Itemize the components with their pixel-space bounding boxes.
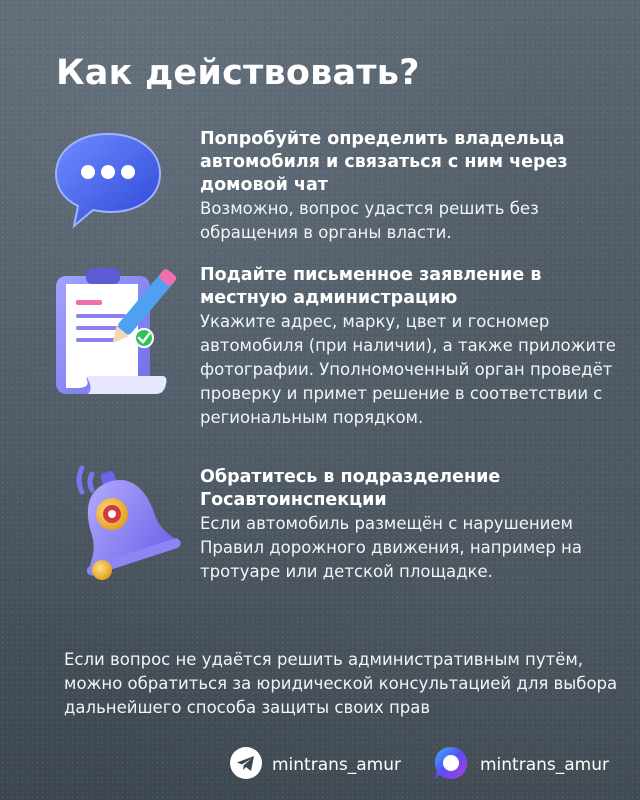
step-heading: Обратитесь в подразделение Госавтоинспекции — [200, 467, 501, 510]
max-messenger-icon — [432, 744, 470, 786]
step-body: Если автомобиль размещён с нарушением Правил дорожного движения, например на тротуаре или детской площадке. — [200, 514, 582, 581]
step-text — [200, 264, 620, 430]
step-text — [200, 466, 620, 584]
footer-note: Если вопрос не удаётся решить административным путём, можно обратиться за юридической консультацией для выбора дальнейшего способа защиты своих прав — [64, 650, 618, 717]
step-body: Укажите адрес, марку, цвет и госномер автомобиля (при наличии), а также приложите фотографии. Уполномоченный орган проведёт проверку и примет решение в соответствии с региональным порядком. — [200, 312, 616, 427]
clipboard-pen-icon — [52, 264, 182, 408]
social-handle: mintrans_amur — [272, 755, 402, 775]
social-max[interactable] — [432, 748, 609, 782]
page-title: Как действовать? — [56, 53, 420, 93]
social-handle: mintrans_amur — [480, 755, 610, 775]
bell-emblem-icon — [56, 458, 186, 592]
step-body: Возможно, вопрос удастся решить без обращения в органы власти. — [200, 199, 539, 242]
social-telegram[interactable] — [230, 748, 401, 782]
step-heading: Попробуйте определить владельца автомобиля и связаться с ним через домовой чат — [200, 129, 568, 195]
step-text — [200, 128, 620, 245]
chat-bubble-icon — [48, 128, 168, 242]
step-heading: Подайте письменное заявление в местную администрацию — [200, 265, 542, 308]
telegram-icon — [230, 747, 262, 783]
